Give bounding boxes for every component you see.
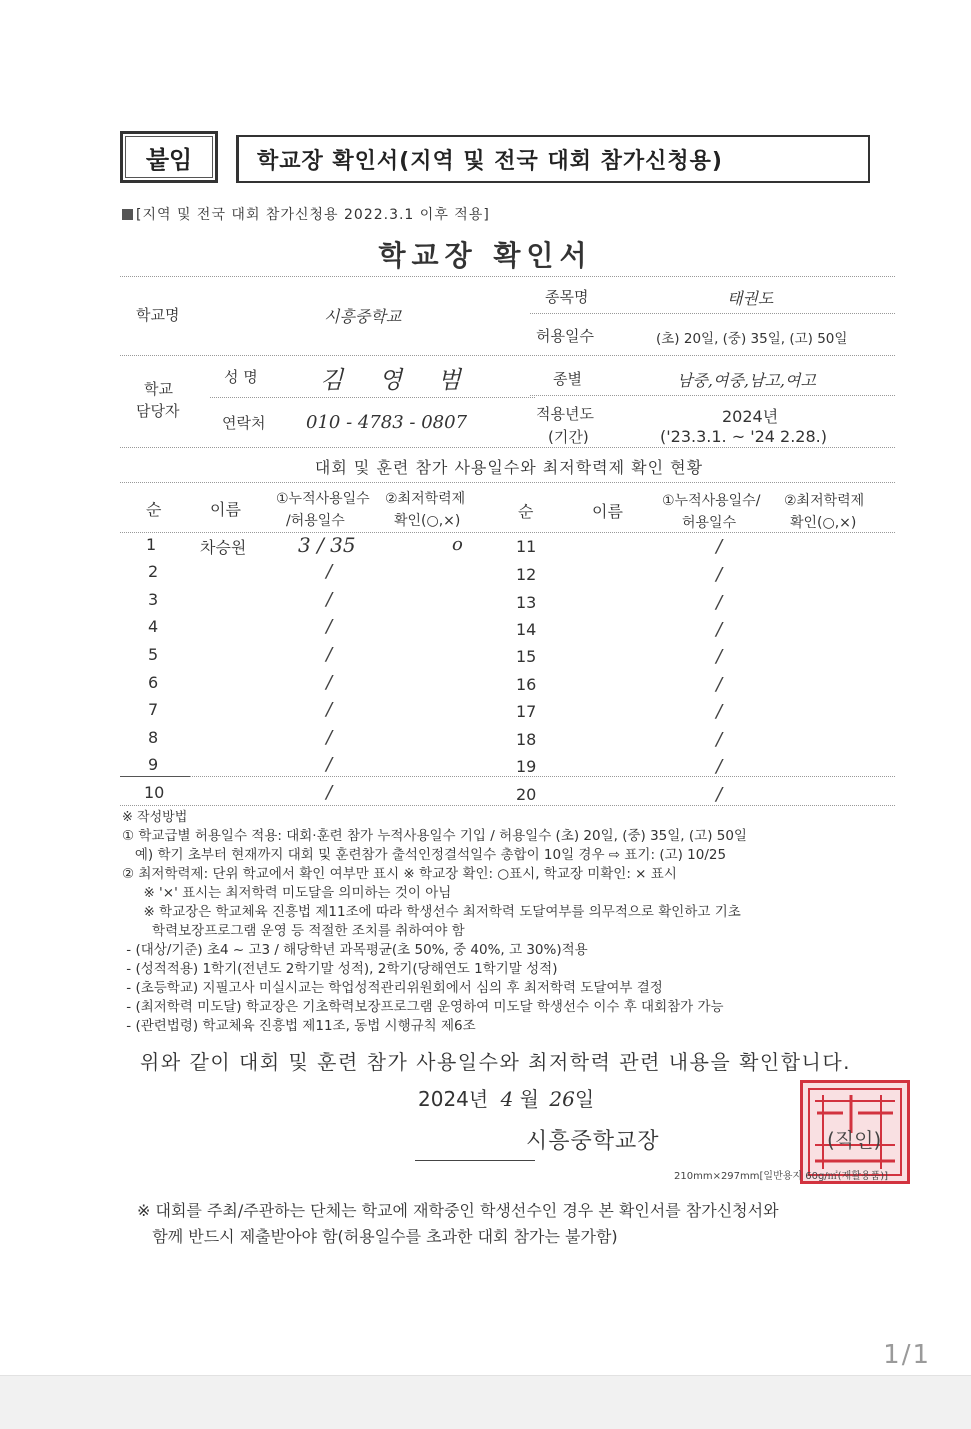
confirmation-statement: 위와 같이 대회 및 훈련 참가 사용일수와 최저학력 관련 내용을 확인합니다.	[140, 1050, 852, 1074]
divider	[210, 397, 535, 398]
date-month-label: 월	[519, 1087, 539, 1111]
instructions-heading: ※ 작성방법	[122, 810, 188, 825]
row-no: 2	[148, 562, 159, 581]
allowed-days-label: 허용일수	[536, 327, 594, 345]
submission-note	[137, 1198, 779, 1250]
instruction-line: - (성적적용) 1학기(전년도 2학기말 성적), 2학기(당해연도 1학기말 성적)	[122, 961, 558, 977]
divider	[120, 532, 895, 533]
seal-label: (직인)	[827, 1128, 882, 1152]
row-days: /	[326, 672, 333, 693]
principal-title: 시흥중학교장	[526, 1129, 660, 1154]
date-month-handwritten: 4	[500, 1087, 514, 1111]
row-no: 9	[148, 755, 159, 774]
applied-period-label: (기간)	[548, 428, 589, 446]
manager-name-label: 성 명	[224, 368, 258, 386]
applied-period-value: ('23.3.1. ~ '24 2.28.)	[660, 427, 827, 446]
viewer-bottom-bar	[0, 1375, 971, 1429]
submission-note-line: ※ 대회를 주최/주관하는 단체는 학교에 재학중인 학생선수인 경우 본 확인서를 참가신청서와	[137, 1201, 779, 1220]
row-days: /	[326, 754, 333, 775]
row-days: /	[716, 619, 723, 640]
instruction-line: 예) 학기 초부터 현재까지 대회 및 훈련참가 출석인정결석일수 총합이 10일 경우 ⇨ 표기: (고) 10/25	[122, 847, 727, 863]
row-no: 11	[516, 537, 537, 556]
row-days: /	[326, 782, 333, 803]
divider	[120, 776, 190, 777]
applied-year-label: 적용년도	[536, 405, 594, 423]
divider	[120, 355, 895, 356]
instruction-line: ※ '×' 표시는 최저학력 미도달을 의미하는 것이 아님	[122, 885, 452, 901]
submission-note-line: 함께 반드시 제출받아야 함(허용일수를 초과한 대회 참가는 불가함)	[137, 1227, 618, 1246]
row-no: 4	[148, 617, 159, 636]
row-no: 7	[148, 700, 159, 719]
paper-spec: 210mm×297mm[일반용지 60g/㎡(재활용품)]	[674, 1171, 889, 1182]
col-header-min-line1: ②최저학력제	[385, 491, 466, 507]
row-no: 20	[516, 785, 537, 804]
row-no: 5	[148, 645, 159, 664]
row-days: /	[326, 616, 333, 637]
divider	[120, 805, 895, 806]
instruction-line: 학력보장프로그램 운영 등 적절한 조치를 취하여야 함	[122, 923, 465, 939]
date-year: 2024년	[418, 1087, 489, 1111]
row-days: /	[326, 644, 333, 665]
square-bullet-icon	[122, 209, 133, 220]
category-value: 남중,여중,남고,여고	[677, 371, 816, 390]
row-days: /	[716, 646, 723, 667]
manager-contact-value: 010 - 4783 - 0807	[306, 412, 468, 433]
row-days: /	[716, 674, 723, 695]
applicability-text: [지역 및 전국 대회 참가신청용 2022.3.1 이후 적용]	[136, 207, 490, 223]
manager-label-line1: 학교	[144, 380, 173, 398]
divider	[120, 447, 895, 448]
row-no: 14	[516, 620, 537, 639]
row-no: 3	[148, 590, 159, 609]
instruction-line: ② 최저학력제: 단위 학교에서 확인 여부만 표시 ※ 학교장 확인: ○표시, 학교장 미확인: × 표시	[122, 866, 677, 882]
row-name: 차승원	[200, 538, 247, 557]
applicability-note	[122, 204, 490, 224]
col-header-name: 이름	[210, 500, 241, 519]
document-title: 학교장 확인서(지역 및 전국 대회 참가신청용)	[236, 135, 870, 183]
row-no: 1	[146, 535, 157, 554]
event-label: 종목명	[545, 288, 589, 306]
divider	[120, 482, 895, 483]
manager-label-line2: 담당자	[136, 402, 180, 420]
row-no: 18	[516, 730, 537, 749]
divider	[530, 395, 895, 396]
date-day-label: 일	[574, 1087, 595, 1111]
row-no: 15	[516, 647, 537, 666]
row-days: /	[716, 756, 723, 777]
col-header-min-line2: 확인(○,×)	[394, 513, 461, 529]
col-header-days-line2: /허용일수	[286, 513, 345, 529]
row-days: /	[716, 564, 723, 585]
row-days: /	[716, 536, 723, 557]
page-title: 학교장 확인서	[378, 239, 593, 272]
applied-year-value: 2024년	[722, 407, 779, 426]
row-days: /	[326, 589, 333, 610]
attachment-label: 붙임	[120, 131, 218, 183]
row-no: 16	[516, 675, 537, 694]
instruction-line: - (최저학력 미도달) 학교장은 기초학력보장프로그램 운영하여 미도달 학생선수 이수 후 대회참가 가능	[122, 999, 724, 1015]
col-header-min-right-line2: 확인(○,×)	[790, 515, 857, 531]
issue-date	[418, 1083, 594, 1112]
event-value: 태권도	[727, 289, 774, 308]
row-days: /	[326, 699, 333, 720]
row-days: /	[716, 701, 723, 722]
row-no: 13	[516, 593, 537, 612]
row-days: 3 / 35	[298, 533, 356, 557]
instruction-line: - (관련법령) 학교체육 진흥법 제11조, 동법 시행규칙 제6조	[122, 1018, 476, 1034]
divider	[530, 313, 895, 314]
row-no: 19	[516, 757, 537, 776]
manager-name-value: 김 영 범	[320, 366, 475, 394]
row-no: 6	[148, 673, 159, 692]
page-indicator: 1/1	[883, 1340, 931, 1370]
row-no: 12	[516, 565, 537, 584]
instruction-line: - (대상/기준) 초4 ~ 고3 / 해당학년 과목평균(초 50%, 중 40%, 고 30%)적용	[122, 942, 588, 958]
signature-line	[415, 1160, 535, 1161]
row-days: /	[326, 561, 333, 582]
row-no: 8	[148, 728, 159, 747]
instruction-line: - (초등학교) 지필고사 미실시교는 학업성적관리위원회에서 심의 후 최저학력 도달여부 결정	[122, 980, 663, 996]
divider	[120, 276, 895, 277]
category-label: 종별	[553, 370, 582, 388]
date-day-handwritten: 26	[549, 1087, 575, 1111]
col-header-days-line1: ①누적사용일수	[276, 491, 370, 507]
status-section-title: 대회 및 훈련 참가 사용일수와 최저학력제 확인 현황	[314, 458, 704, 477]
allowed-days-value: (초) 20일, (중) 35일, (고) 50일	[656, 331, 848, 347]
instructions	[122, 808, 902, 1036]
divider	[190, 776, 895, 777]
row-days: /	[716, 729, 723, 750]
school-name-label: 학교명	[136, 306, 180, 324]
instruction-line: ① 학교급별 허용일수 적용: 대회·훈련 참가 누적사용일수 기입 / 허용일수 (초) 20일, (중) 35일, (고) 50일	[122, 828, 747, 844]
col-header-min-right-line1: ②최저학력제	[784, 493, 865, 509]
row-no: 17	[516, 702, 537, 721]
row-days: /	[326, 727, 333, 748]
row-days: /	[716, 784, 723, 805]
col-header-no-right: 순	[518, 502, 534, 521]
col-header-days-right-line2: 허용일수	[682, 515, 737, 531]
manager-contact-label: 연락처	[222, 414, 266, 432]
col-header-name-right: 이름	[592, 502, 623, 521]
row-no: 10	[144, 783, 165, 802]
instruction-line: ※ 학교장은 학교체육 진흥법 제11조에 따라 학생선수 최저학력 도달여부를 의무적으로 확인하고 기초	[122, 904, 741, 920]
row-check: o	[452, 534, 463, 555]
school-name-value: 시흥중학교	[324, 307, 402, 326]
col-header-days-right-line1: ①누적사용일수/	[662, 493, 761, 509]
col-header-no: 순	[146, 500, 162, 519]
row-days: /	[716, 592, 723, 613]
